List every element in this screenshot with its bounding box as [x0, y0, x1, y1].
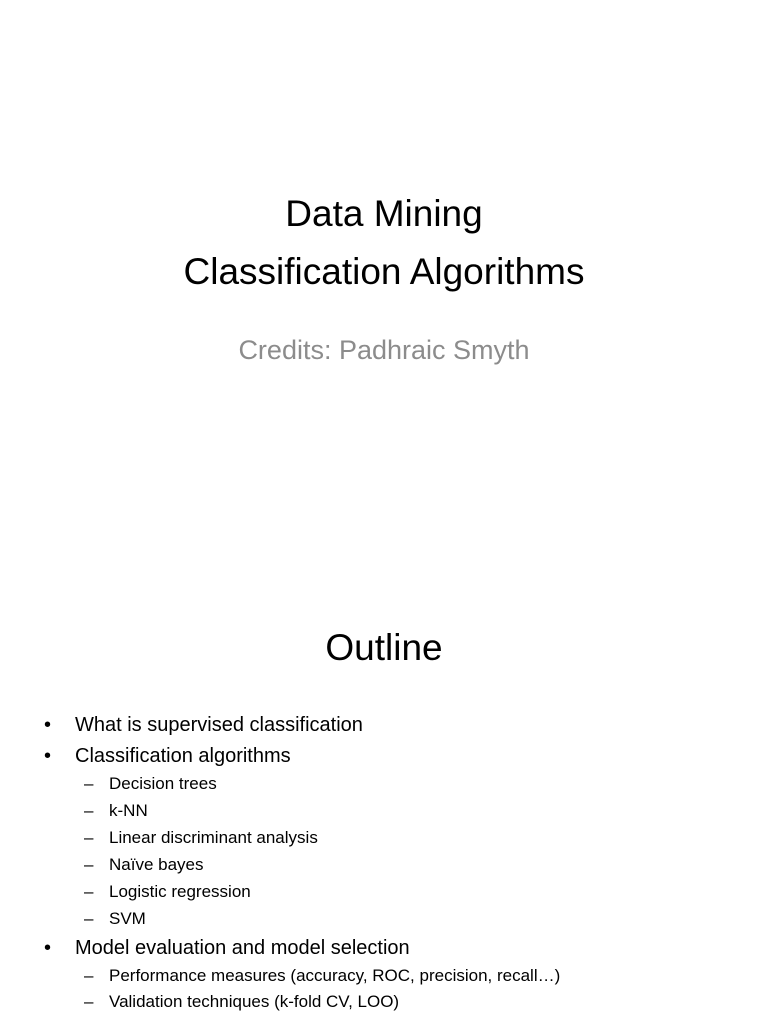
sub-marker: – — [84, 966, 94, 985]
sub-text: Linear discriminant analysis — [109, 828, 318, 847]
bullet-text: What is supervised classification — [75, 714, 363, 736]
sub-item — [84, 992, 399, 1012]
sub-text: Performance measures (accuracy, ROC, precision, recall…) — [109, 966, 561, 985]
outline-title: Outline — [325, 627, 443, 668]
bullet-text: Model evaluation and model selection — [75, 937, 410, 959]
bullet-marker: • — [44, 714, 52, 736]
sub-marker: – — [84, 801, 94, 820]
sub-text: Decision trees — [109, 774, 217, 793]
sub-marker: – — [84, 882, 94, 901]
bullet-marker: • — [44, 937, 52, 959]
sub-marker: – — [84, 774, 94, 793]
slide-title-line-2: Classification Algorithms — [183, 251, 585, 292]
sub-text: k-NN — [109, 801, 148, 820]
slide-title-line-1: Data Mining — [285, 193, 483, 234]
sub-marker: – — [84, 855, 94, 874]
sub-text: Naïve bayes — [109, 855, 204, 874]
sub-item — [84, 801, 148, 821]
sub-item — [84, 774, 217, 794]
bullet-marker: • — [44, 745, 52, 767]
sub-marker: – — [84, 909, 94, 928]
sub-item — [84, 855, 204, 875]
slide-subtitle: Credits: Padhraic Smyth — [238, 335, 530, 365]
sub-text: SVM — [109, 909, 146, 928]
sub-text: Validation techniques (k-fold CV, LOO) — [109, 992, 400, 1011]
sub-marker: – — [84, 828, 94, 847]
bullet-item — [44, 744, 291, 768]
outline-slide — [0, 576, 768, 1024]
bullet-text: Classification algorithms — [75, 745, 291, 767]
sub-text: Logistic regression — [109, 882, 251, 901]
sub-item — [84, 828, 318, 848]
sub-marker: – — [84, 992, 94, 1011]
bullet-item — [44, 713, 363, 737]
sub-item — [84, 909, 146, 929]
sub-item — [84, 882, 251, 902]
bullet-item — [44, 936, 410, 960]
outline-list — [0, 576, 768, 1024]
sub-item — [84, 966, 560, 986]
